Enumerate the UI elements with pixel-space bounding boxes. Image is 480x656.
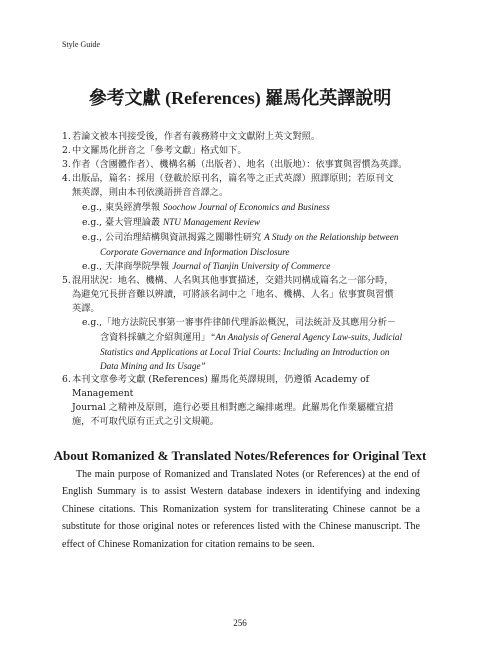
- rule-number: 6.: [62, 374, 71, 385]
- page-number: 256: [233, 618, 247, 628]
- rule-text: 作者（含團體作者）、機構名稱（出版者）、地名（出版地）：依事實與習慣為英譯。: [72, 159, 408, 170]
- rule-text: 本刊文章參考文獻 (References) 羅馬化英譯規則，仍遵循 Academy of Management: [72, 374, 370, 399]
- example-english: “An Analysis of General Agency Law-suits, Judicial: [210, 332, 403, 342]
- page-title: 參考文獻 (References) 羅馬化英譯說明: [88, 88, 392, 108]
- rule-number: 3.: [62, 159, 71, 170]
- paragraph-text: The main purpose of Romanized and Translated Notes (or References) at the end of English Summary is to assist Western database indexers in identifying and indexing Chinese citations. This Romanization system for transliterating Chinese cannot be a substitute for those original notes or references listed with the Chinese manuscript. The effect of Chinese Romanization for citation remains to be seen.: [62, 469, 420, 550]
- example-line: [72, 259, 422, 274]
- rule-number: 4.: [62, 173, 71, 184]
- running-header: Style Guide: [62, 40, 100, 49]
- example-line: [72, 200, 422, 215]
- rule-3: [62, 158, 422, 172]
- example-english: Journal of Tianjin University of Commerce: [172, 261, 331, 271]
- rule-number: 1.: [62, 131, 71, 142]
- example-english: Soochow Journal of Economics and Business: [163, 202, 330, 212]
- rule-1: [62, 130, 422, 144]
- example-continuation: Corporate Governance and Information Disclosure: [100, 247, 290, 257]
- example-lead: e.g., 臺大管理論叢: [82, 217, 164, 228]
- rules-list: [62, 130, 422, 429]
- rule-text: 施，不可取代原有正式之引文規範。: [72, 416, 219, 427]
- example-english: NTU Management Review: [163, 217, 261, 227]
- rule-text: 出版品，篇名：採用（登載於原刊名，篇名等之正式英譯）照譯原則；若原刊文: [72, 173, 394, 184]
- rule-text: 為避免冗長拼音難以辨讀，可將該名詞中之「地名、機構、人名」依事實與習慣: [72, 289, 394, 300]
- rule-text: 英譯。: [72, 303, 100, 314]
- rule-text: 若論文被本刊接受後，作者有義務將中文文獻附上英文對照。: [72, 131, 321, 142]
- example-line: [72, 230, 422, 245]
- example-lead: e.g., 東吳經濟學報: [82, 202, 164, 213]
- rule-text: 中文羅馬化拼音之「參考文獻」格式如下。: [72, 145, 247, 156]
- example-english: A Study on the Relationship between: [264, 232, 399, 242]
- section-heading: About Romanized & Translated Notes/References for Original Text: [53, 448, 427, 463]
- example-continuation: Data Mining and Its Usage”: [100, 361, 206, 371]
- example-continuation: [72, 330, 422, 345]
- rule-4: [62, 172, 422, 274]
- example-chinese: 含資料採礦之介紹與運用」: [100, 332, 211, 343]
- rule-text: 混用狀況：地名、機構、人名與其他事實描述，交錯共同構成篇名之一部分時，: [72, 275, 394, 286]
- rule-number: 5.: [62, 275, 71, 286]
- rule-5: [62, 274, 422, 373]
- example-lead: e.g., 天津商學院學報: [82, 261, 173, 272]
- example-lead: e.g., 公司治理結構與資訊揭露之關聯性研究: [82, 232, 265, 243]
- example-line: [72, 215, 422, 230]
- body-paragraph: [62, 466, 420, 553]
- rule-number: 2.: [62, 145, 71, 156]
- rule-text: 無英譯，則由本刊依漢語拼音音譯之。: [72, 187, 229, 198]
- rule-2: [62, 144, 422, 158]
- rule-6: [62, 373, 422, 429]
- rule-text: Journal 之精神及原則，進行必要且相對應之編排處理。此羅馬化作業屬權宜措: [72, 402, 394, 413]
- example-continuation: Statistics and Applications at Local Trial Courts: Including an Introduction on: [100, 347, 390, 357]
- example-line: e.g.,「地方法院民事第一審事件律師代理訴訟概況，司法統計及其應用分析－: [82, 317, 397, 328]
